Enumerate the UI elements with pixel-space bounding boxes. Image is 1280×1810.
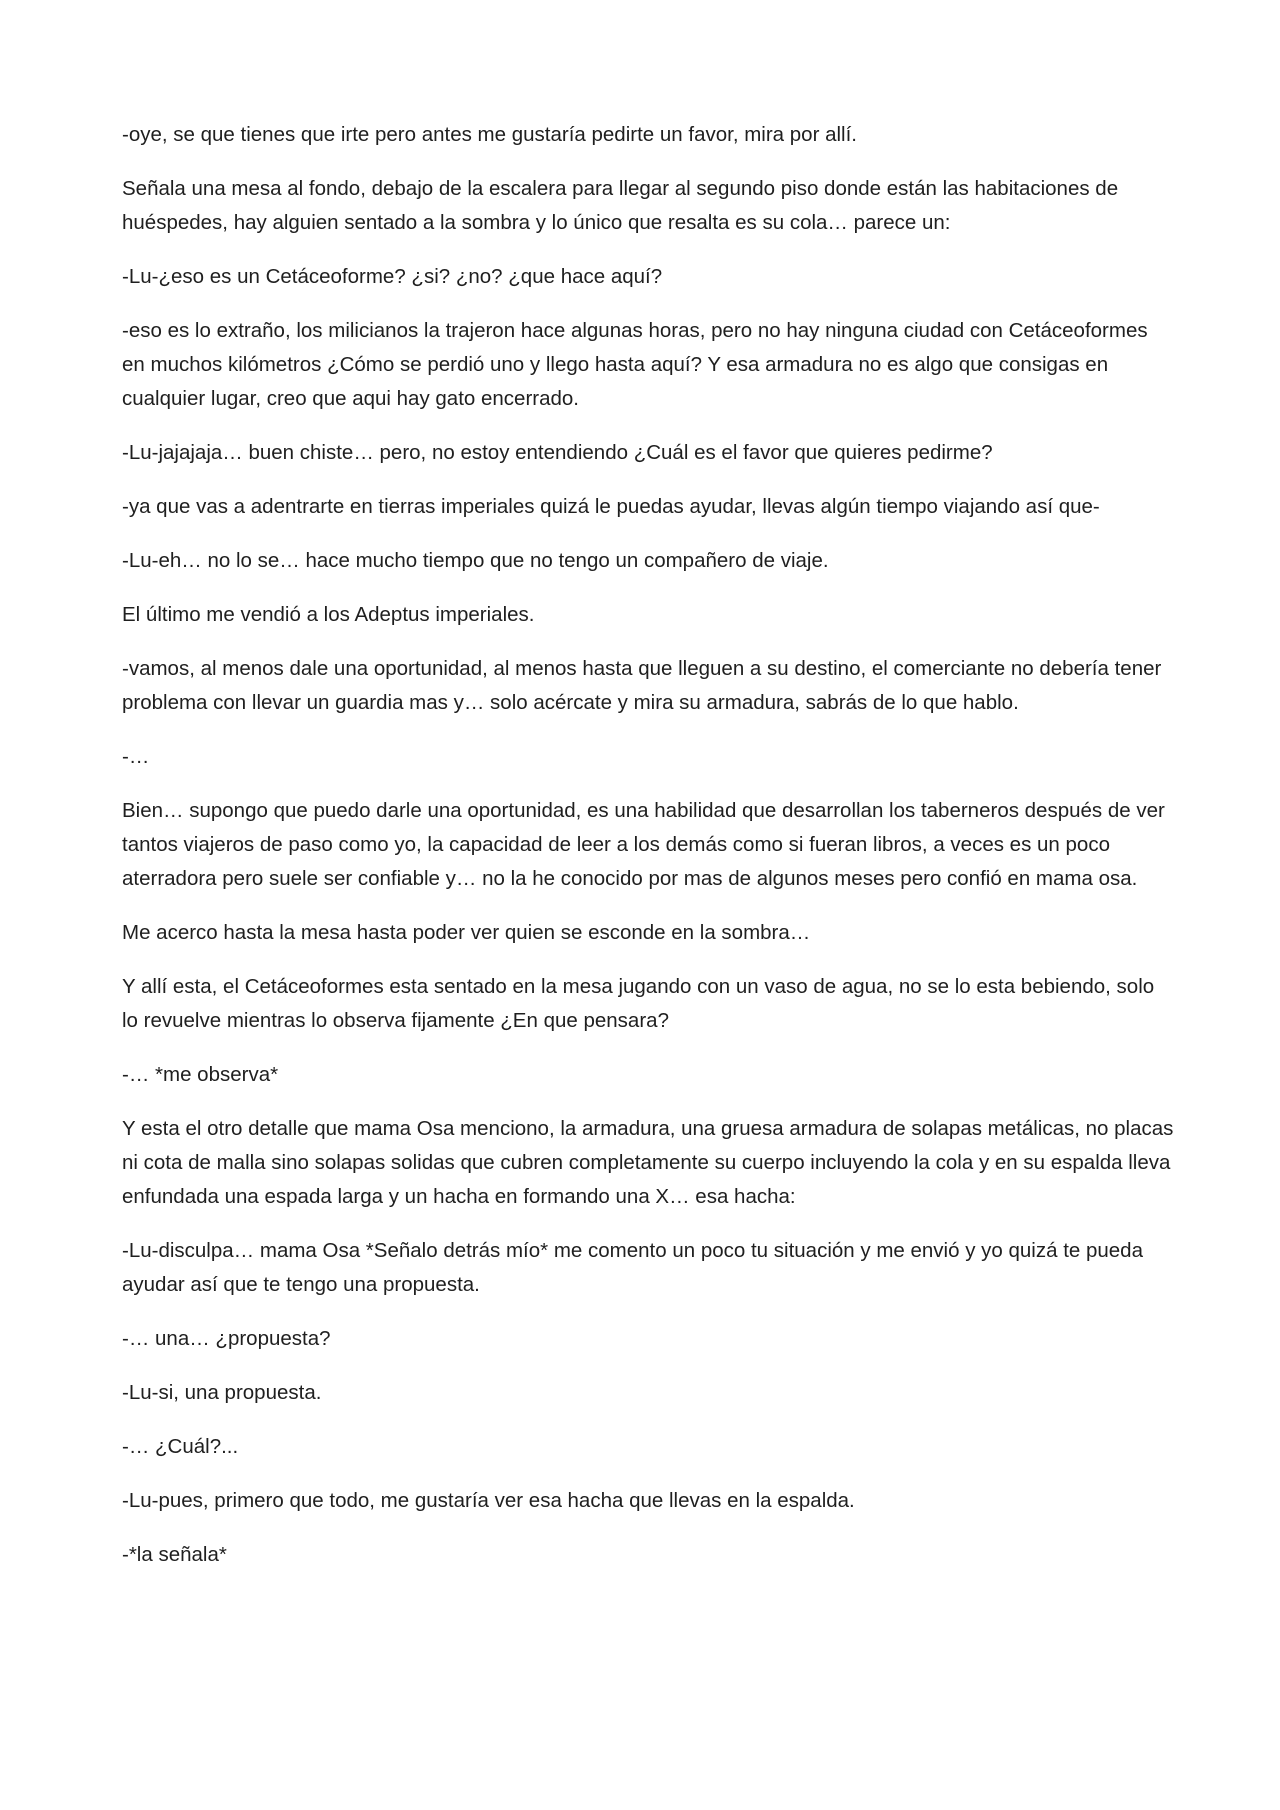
paragraph: -… una… ¿propuesta? — [122, 1327, 331, 1350]
paragraph: -Lu-disculpa… mama Osa *Señalo detrás mío* me comento un poco tu situación y me envió y yo quizá te pueda ayudar así que te tengo una propuesta. — [122, 1239, 1143, 1296]
paragraph: -vamos, al menos dale una oportunidad, al menos hasta que lleguen a su destino, el comerciante no debería tener problema con llevar un guardia mas y… solo acércate y mira su armadura, sabrás de lo que hablo. — [122, 657, 1162, 714]
paragraph: Señala una mesa al fondo, debajo de la escalera para llegar al segundo piso donde están las habitaciones de huéspedes, hay alguien sentado a la sombra y lo único que resalta es su cola… parece un: — [122, 177, 1119, 234]
document-page — [122, 118, 1174, 1592]
paragraph: Y allí esta, el Cetáceoformes esta sentado en la mesa jugando con un vaso de agua, no se lo esta bebiendo, solo lo revuelve mientras lo observa fijamente ¿En que pensara? — [122, 975, 1155, 1032]
paragraph: Bien… supongo que puedo darle una oportunidad, es una habilidad que desarrollan los taberneros después de ver tantos viajeros de paso como yo, la capacidad de leer a los demás como si fueran libros, a veces es un poco aterradora pero suele ser confiable y… no la he conocido por mas de algunos meses pero confió en mama osa. — [122, 799, 1165, 890]
paragraph: -Lu-pues, primero que todo, me gustaría ver esa hacha que llevas en la espalda. — [122, 1489, 855, 1512]
paragraph: -*la señala* — [122, 1543, 227, 1566]
paragraph: -ya que vas a adentrarte en tierras imperiales quizá le puedas ayudar, llevas algún tiempo viajando así que- — [122, 495, 1100, 518]
paragraph: -… ¿Cuál?... — [122, 1435, 239, 1458]
paragraph: -… *me observa* — [122, 1063, 279, 1086]
paragraph: -Lu-si, una propuesta. — [122, 1381, 322, 1404]
paragraph: -… — [122, 745, 150, 768]
paragraph: Me acerco hasta la mesa hasta poder ver quien se esconde en la sombra… — [122, 921, 811, 944]
paragraph: -oye, se que tienes que irte pero antes me gustaría pedirte un favor, mira por allí. — [122, 123, 857, 146]
paragraph: -Lu-jajajaja… buen chiste… pero, no estoy entendiendo ¿Cuál es el favor que quieres pedirme? — [122, 441, 993, 464]
paragraph: Y esta el otro detalle que mama Osa menciono, la armadura, una gruesa armadura de solapas metálicas, no placas ni cota de malla sino solapas solidas que cubren completamente su cuerpo incluyendo la cola y en su espalda lleva enfundada una espada larga y un hacha en formando una X… esa hacha: — [122, 1117, 1174, 1208]
paragraph: -eso es lo extraño, los milicianos la trajeron hace algunas horas, pero no hay ninguna ciudad con Cetáceoformes en muchos kilómetros ¿Cómo se perdió uno y llego hasta aquí? Y esa armadura no es algo que consigas en cualquier lugar, creo que aqui hay gato encerrado. — [122, 319, 1148, 410]
paragraph: -Lu-eh… no lo se… hace mucho tiempo que no tengo un compañero de viaje. — [122, 549, 829, 572]
paragraph: El último me vendió a los Adeptus imperiales. — [122, 603, 535, 626]
paragraph: -Lu-¿eso es un Cetáceoforme? ¿si? ¿no? ¿que hace aquí? — [122, 265, 663, 288]
